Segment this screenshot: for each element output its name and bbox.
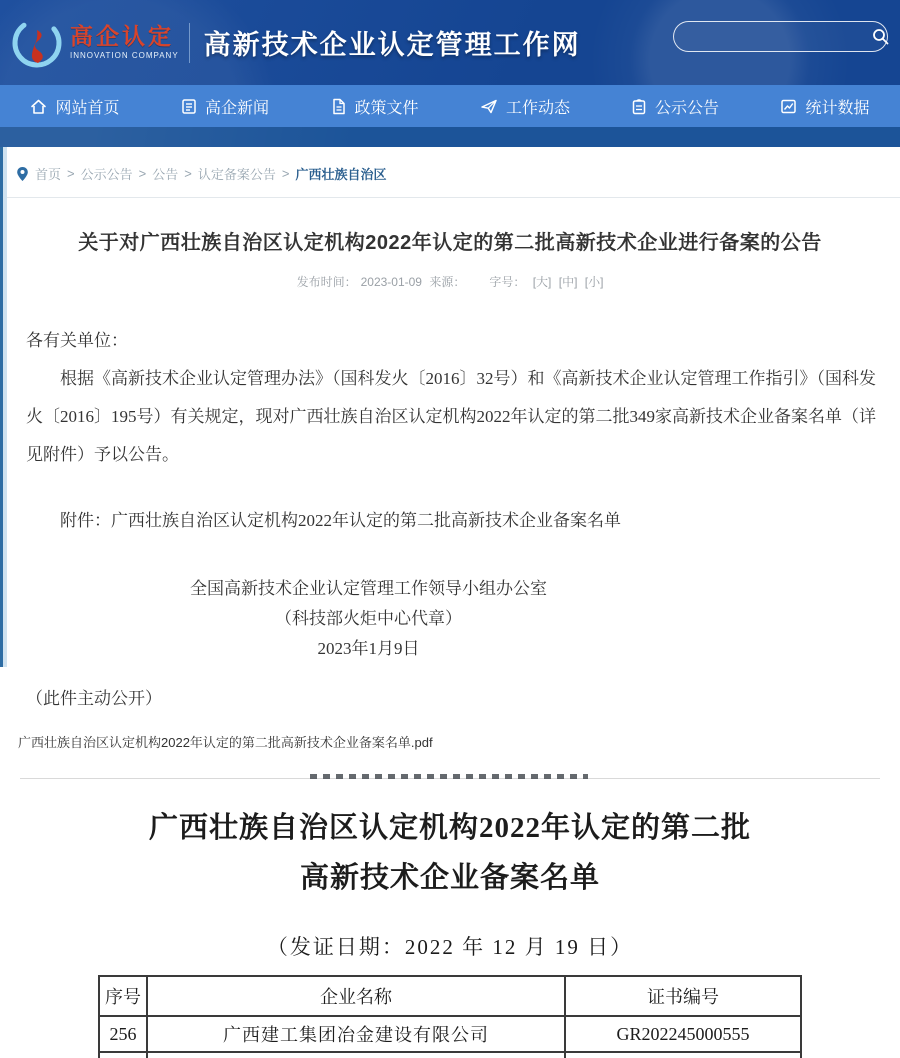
breadcrumb-separator: > (281, 166, 290, 181)
cell-index: 256 (99, 1016, 147, 1052)
signature-seal-note: （科技部火炬中心代章） (275, 609, 462, 628)
article-body (26, 322, 876, 718)
disclosure-note: （此件主动公开） (26, 689, 162, 708)
breadcrumb-item-home[interactable]: 首页 (35, 167, 62, 182)
cell-index (99, 1052, 147, 1058)
breadcrumb-item-notice[interactable]: 公告 (152, 167, 179, 182)
site-header (0, 0, 900, 85)
table-row-partial (99, 1052, 801, 1058)
breadcrumb-current-guangxi[interactable]: 广西壮族自治区 (295, 167, 387, 182)
document-preview (0, 803, 900, 1058)
nav-item-label: 工作动态 (505, 99, 570, 117)
paper-plane-icon (480, 98, 498, 115)
search-button[interactable] (872, 22, 889, 51)
main-nav (0, 85, 900, 127)
cell-company-name: 广西建工集团冶金建设有限公司 (147, 1016, 565, 1052)
cell-cert-number (565, 1052, 801, 1058)
publish-time-value: 2023-01-09 (360, 275, 422, 289)
breadcrumb-item-announcements[interactable]: 公示公告 (80, 167, 133, 182)
breadcrumb-item-record[interactable]: 认定备案公告 (197, 167, 276, 182)
attachment-pdf-link[interactable]: 广西壮族自治区认定机构2022年认定的第二批高新技术企业备案名单.pdf (18, 735, 433, 750)
cell-cert-number: GR202245000555 (565, 1016, 801, 1052)
header-bottom-strip (0, 127, 900, 147)
salutation: 各有关单位： (26, 331, 128, 350)
fontsize-label: 字号： (489, 275, 526, 289)
breadcrumb-separator: > (138, 166, 147, 181)
search-input[interactable] (674, 29, 872, 44)
source-label: 来源： (429, 275, 466, 289)
news-icon (181, 98, 197, 115)
nav-item-label: 政策文件 (354, 99, 419, 117)
article-title: 关于对广西壮族自治区认定机构2022年认定的第二批高新技术企业进行备案的公告 (78, 232, 822, 254)
location-pin-icon (16, 166, 29, 182)
policy-file-icon (331, 98, 346, 115)
breadcrumb (0, 147, 900, 193)
fontsize-large-button[interactable]: [大] (532, 275, 552, 289)
nav-item-statistics[interactable] (750, 85, 900, 127)
nav-item-label: 公示公告 (654, 99, 719, 117)
nav-item-label: 统计数据 (805, 99, 870, 117)
nav-item-home[interactable] (0, 85, 150, 127)
document-title-line1: 广西壮族自治区认定机构2022年认定的第二批 (148, 812, 751, 844)
site-title: 高新技术企业认定管理工作网 (203, 30, 581, 60)
fontsize-small-button[interactable]: [小] (584, 275, 604, 289)
signature-date: 2023年1月9日 (317, 639, 420, 658)
table-row (99, 1016, 801, 1052)
table-header-index: 序号 (99, 976, 147, 1016)
clipped-text-fragment (310, 774, 588, 779)
breadcrumb-separator: > (184, 166, 192, 181)
table-header-name: 企业名称 (147, 976, 565, 1016)
chart-icon (780, 98, 797, 115)
brand-subtitle: INNOVATION COMPANY (70, 51, 179, 60)
nav-item-announcements[interactable] (600, 85, 750, 127)
brand-name: 高企认定 (70, 23, 174, 49)
nav-item-label: 高企新闻 (204, 99, 269, 117)
table-header-cert: 证书编号 (565, 976, 801, 1016)
brand-text (70, 25, 179, 60)
cell-company-name (147, 1052, 565, 1058)
announcement-icon (631, 98, 647, 115)
article-bottom-divider-wrap (0, 778, 900, 779)
article-meta (0, 273, 900, 290)
page-left-edge (0, 147, 7, 667)
document-issue-date: （发证日期：2022 年 12 月 19 日） (266, 935, 634, 959)
table-header-row (99, 976, 801, 1016)
signature-block (26, 574, 711, 664)
nav-item-policy[interactable] (300, 85, 450, 127)
document-title (0, 803, 900, 903)
site-logo[interactable] (10, 16, 179, 70)
enterprise-table (98, 975, 802, 1058)
fontsize-medium-button[interactable]: [中] (558, 275, 578, 289)
nav-item-news[interactable] (150, 85, 300, 127)
swirl-logo-icon (10, 16, 64, 70)
home-icon (30, 98, 47, 115)
search-icon (872, 28, 889, 45)
article-paragraph: 根据《高新技术企业认定管理办法》（国科发火〔2016〕32号）和《高新技术企业认定管理工作指引》（国科发火〔2016〕195号）有关规定，现对广西壮族自治区认定机构2022年认定的第二批349家高新技术企业备案名单（详见附件）予以公告。 (26, 369, 876, 464)
breadcrumb-divider (0, 197, 900, 198)
attachment-line: 附件：广西壮族自治区认定机构2022年认定的第二批高新技术企业备案名单 (60, 511, 621, 530)
signature-org: 全国高新技术企业认定管理工作领导小组办公室 (190, 579, 547, 598)
breadcrumb-separator: > (67, 166, 75, 181)
header-divider (189, 23, 190, 63)
document-title-line2: 高新技术企业备案名单 (299, 862, 600, 894)
nav-item-updates[interactable] (450, 85, 600, 127)
publish-time-label: 发布时间： (296, 275, 357, 289)
page-content (0, 147, 900, 1058)
nav-item-label: 网站首页 (55, 99, 120, 117)
search-box[interactable] (673, 21, 888, 52)
